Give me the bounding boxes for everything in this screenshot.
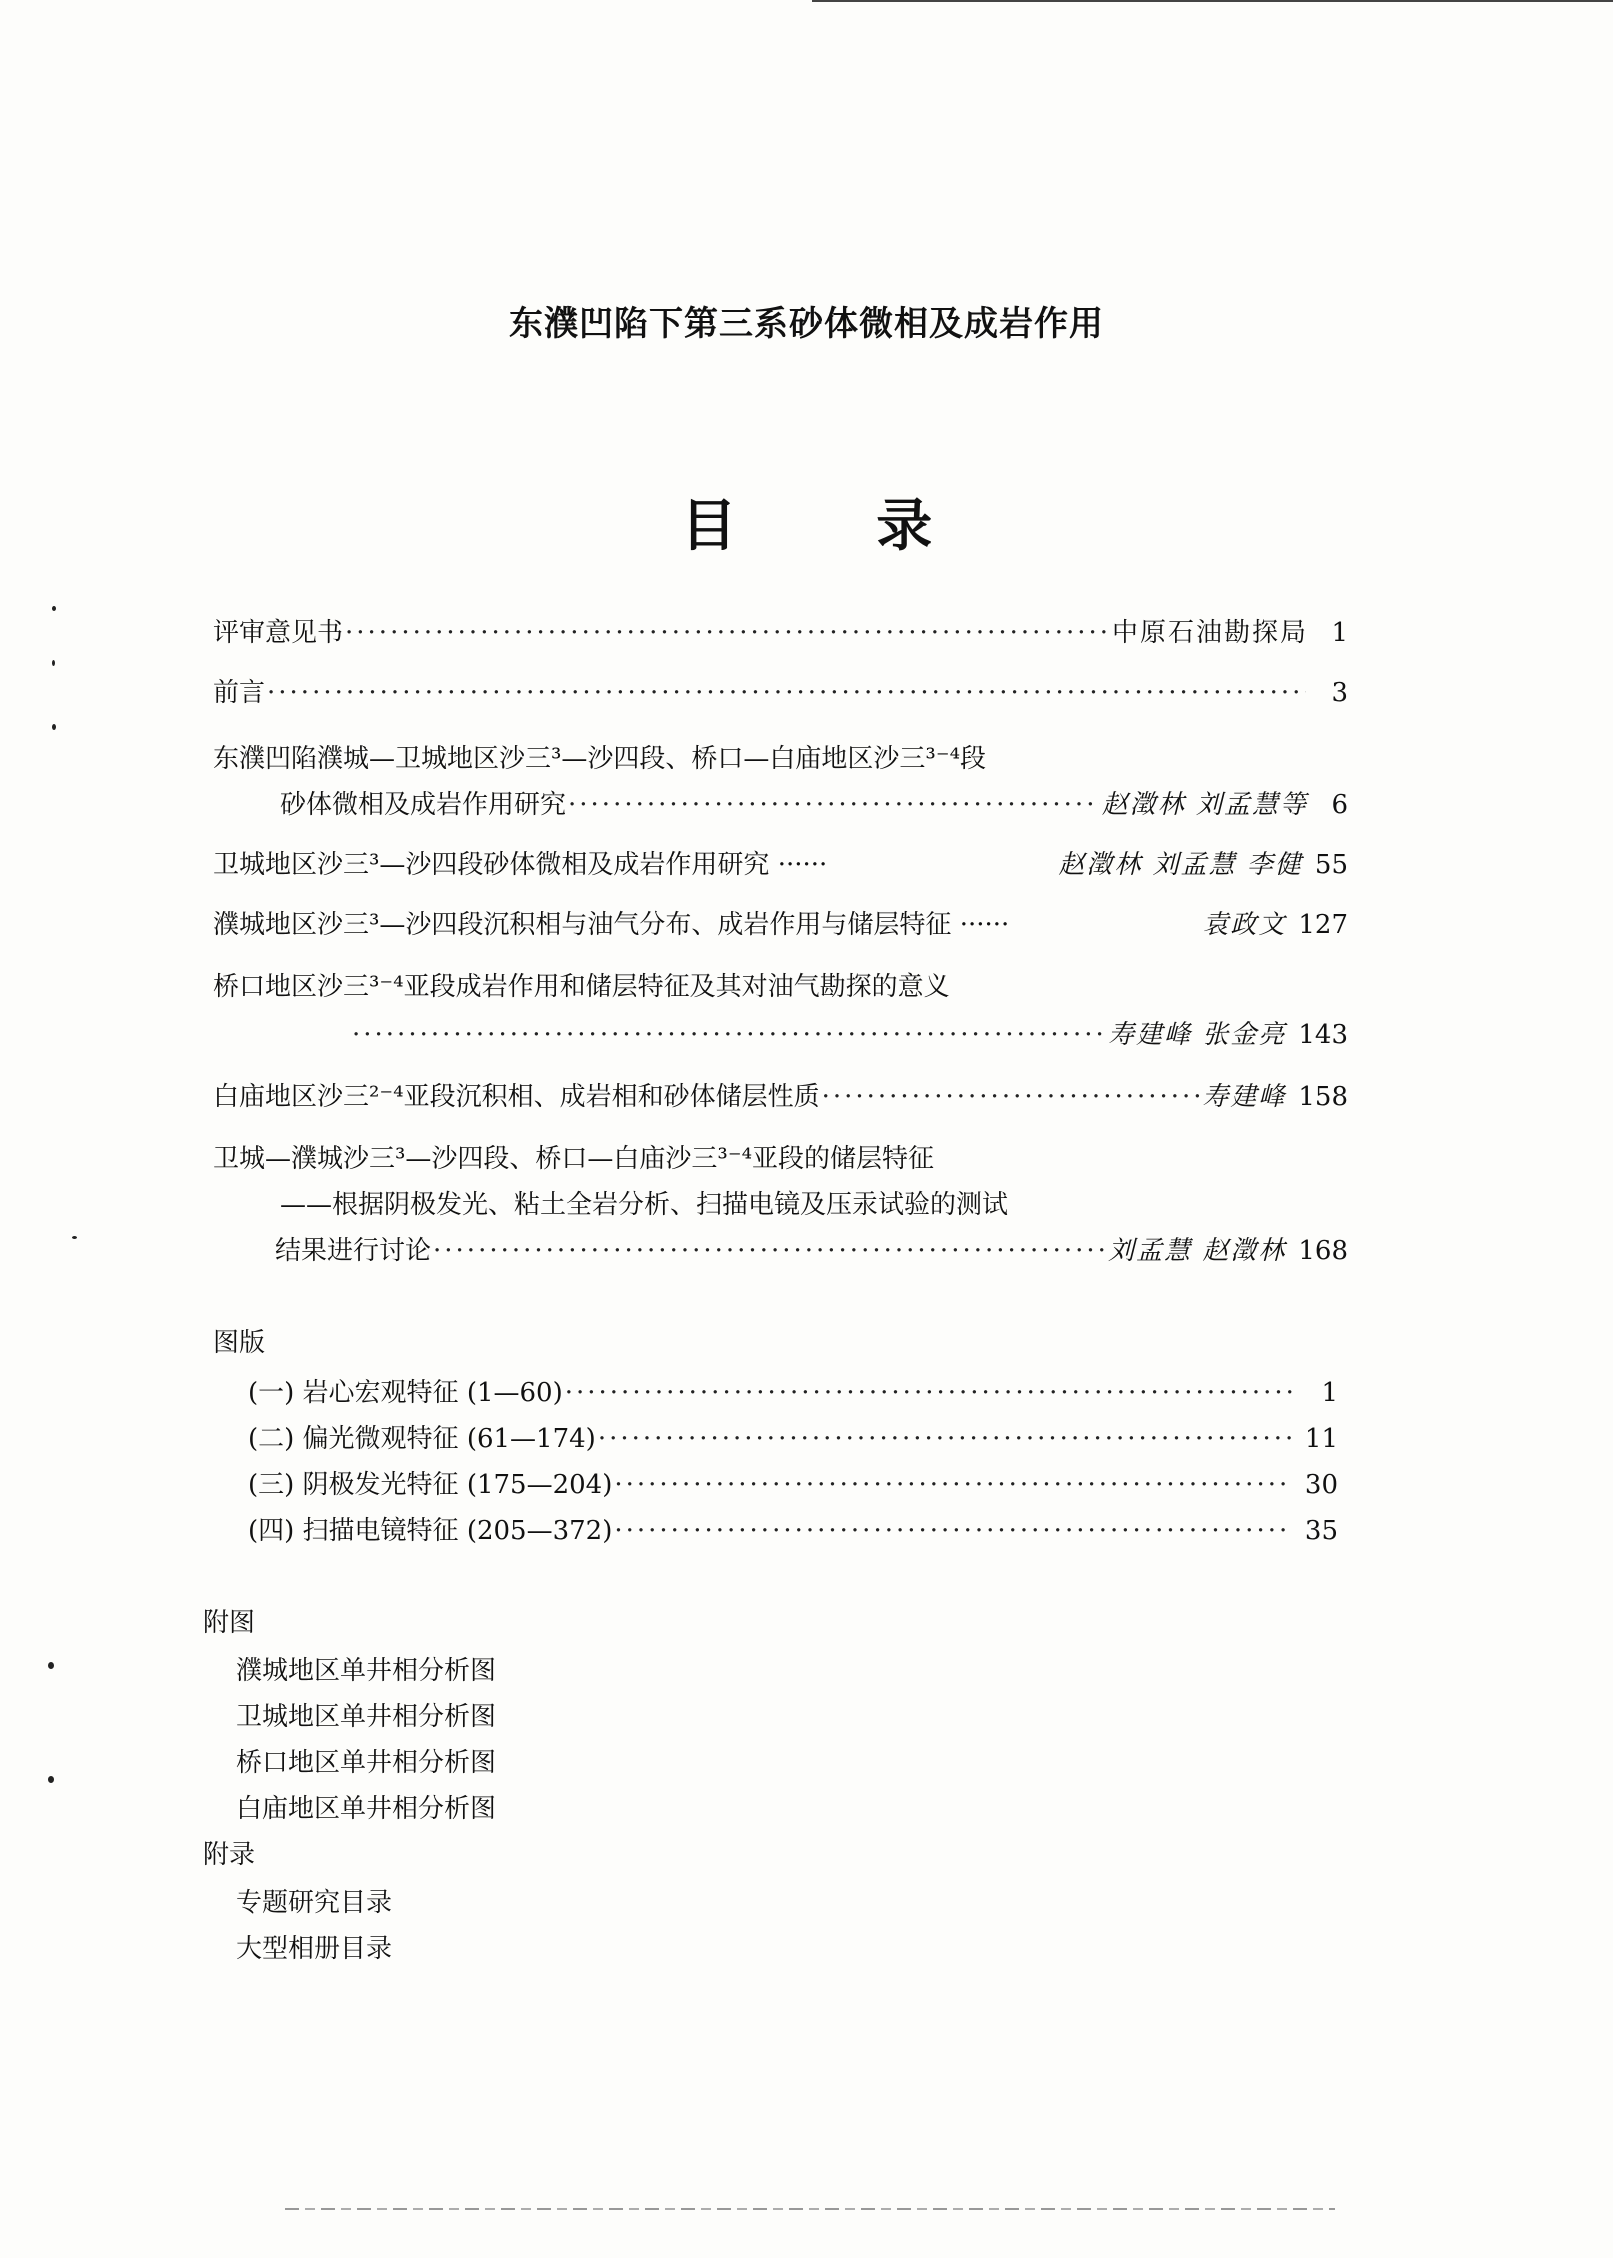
toc-entry-author: 寿建峰 张金亮 (1108, 1020, 1287, 1050)
plate-entry[interactable] (248, 1372, 1338, 1409)
toc-entry[interactable] (213, 672, 1348, 709)
scan-speck (52, 606, 56, 611)
toc-heading: 目 录 (680, 494, 933, 559)
toc-entry-title-line2: ——根据阴极发光、粘土全岩分析、扫描电镜及压汞试验的测试 (280, 1190, 1009, 1220)
toc-entry-title-line3: 结果进行讨论 (275, 1236, 432, 1266)
toc-entry[interactable] (213, 612, 1348, 649)
leader-dots (267, 678, 1306, 708)
toc-entry-title: 白庙地区沙三²⁻⁴亚段沉积相、成岩相和砂体储层性质 (213, 1082, 820, 1112)
plate-entry[interactable] (248, 1510, 1338, 1547)
toc-entry-title: 卫城地区沙三³—沙四段砂体微相及成岩作用研究 ······ (213, 850, 828, 880)
plate-entry-title: (二) 偏光微观特征 (61—174) (248, 1424, 596, 1454)
toc-entry[interactable] (213, 844, 1348, 881)
toc-entry-page: 127 (1298, 910, 1348, 940)
scan-edge-line (812, 0, 1613, 2)
leader-dots (822, 1082, 1201, 1112)
toc-entry[interactable] (213, 904, 1348, 941)
toc-entry-author: 刘孟慧 赵澂林 (1108, 1236, 1287, 1266)
toc-entry-page: 6 (1331, 790, 1348, 820)
figure-item[interactable]: 濮城地区单井相分析图 (236, 1656, 497, 1686)
figures-label: 附图 (203, 1608, 256, 1638)
toc-entry-title: 评审意见书 (213, 618, 344, 648)
scan-speck (52, 724, 56, 730)
toc-entry-author: 赵澂林 刘孟慧 李健 (1058, 850, 1303, 880)
toc-entry-author: 寿建峰 (1202, 1082, 1287, 1112)
toc-entry[interactable] (213, 1076, 1348, 1113)
leader-dots (345, 618, 1110, 648)
appendix-label: 附录 (203, 1840, 256, 1870)
plate-entry-title: (四) 扫描电镜特征 (205—372) (248, 1516, 613, 1546)
leader-dots (568, 790, 1100, 820)
leader-dots (565, 1378, 1296, 1408)
appendix-item[interactable]: 专题研究目录 (236, 1888, 393, 1918)
toc-entry-page: 158 (1298, 1082, 1348, 1112)
toc-entry-page: 143 (1298, 1020, 1348, 1050)
leader-dots (614, 1516, 1291, 1546)
plate-entry-title: (一) 岩心宏观特征 (1—60) (248, 1378, 563, 1408)
plate-entry-page: 30 (1304, 1470, 1338, 1500)
plate-entry-page: 11 (1304, 1424, 1338, 1454)
toc-entry-page: 1 (1331, 618, 1348, 648)
figure-item[interactable]: 桥口地区单井相分析图 (236, 1748, 497, 1778)
figure-item[interactable]: 卫城地区单井相分析图 (236, 1702, 497, 1732)
toc-entry-author: 中原石油勘探局 (1111, 618, 1308, 648)
toc-entry[interactable] (275, 1230, 1348, 1267)
scan-speck (72, 1236, 77, 1239)
scan-edge-line (285, 2208, 1335, 2210)
toc-entry-title: 前言 (213, 678, 266, 708)
book-title: 东濮凹陷下第三系砂体微相及成岩作用 (509, 304, 1104, 344)
scan-speck (48, 1776, 54, 1783)
figure-item[interactable]: 白庙地区单井相分析图 (236, 1794, 497, 1824)
toc-entry-page: 55 (1314, 850, 1348, 880)
toc-entry-title-line1: 东濮凹陷濮城—卫城地区沙三³—沙四段、桥口—白庙地区沙三³⁻⁴段 (213, 744, 986, 774)
plate-entry-page: 1 (1321, 1378, 1338, 1408)
toc-entry-page: 3 (1331, 678, 1348, 708)
leader-dots (614, 1470, 1291, 1500)
toc-entry-page: 168 (1298, 1236, 1348, 1266)
leader-dots (352, 1020, 1106, 1050)
scan-speck (48, 1662, 54, 1669)
plate-entry-title: (三) 阴极发光特征 (175—204) (248, 1470, 613, 1500)
toc-entry-author: 赵澂林 刘孟慧等 (1101, 790, 1308, 820)
toc-entry-title: 濮城地区沙三³—沙四段沉积相与油气分布、成岩作用与储层特征 ······ (213, 910, 1010, 940)
toc-entry-title-line2: 砂体微相及成岩作用研究 (280, 790, 567, 820)
leader-dots (433, 1236, 1106, 1266)
scan-speck (52, 660, 55, 666)
plate-entry[interactable] (248, 1464, 1338, 1501)
leader-dots (598, 1424, 1291, 1454)
toc-entry-title-line1: 卫城—濮城沙三³—沙四段、桥口—白庙沙三³⁻⁴亚段的储层特征 (213, 1144, 934, 1174)
appendix-item[interactable]: 大型相册目录 (236, 1934, 393, 1964)
toc-entry[interactable] (350, 1014, 1348, 1051)
plate-entry[interactable] (248, 1418, 1338, 1455)
plates-label: 图版 (213, 1328, 266, 1358)
toc-entry[interactable] (280, 784, 1348, 821)
toc-entry-title-line1: 桥口地区沙三³⁻⁴亚段成岩作用和储层特征及其对油气勘探的意义 (213, 972, 950, 1002)
toc-entry-author: 袁政文 (1202, 910, 1287, 940)
plate-entry-page: 35 (1304, 1516, 1338, 1546)
